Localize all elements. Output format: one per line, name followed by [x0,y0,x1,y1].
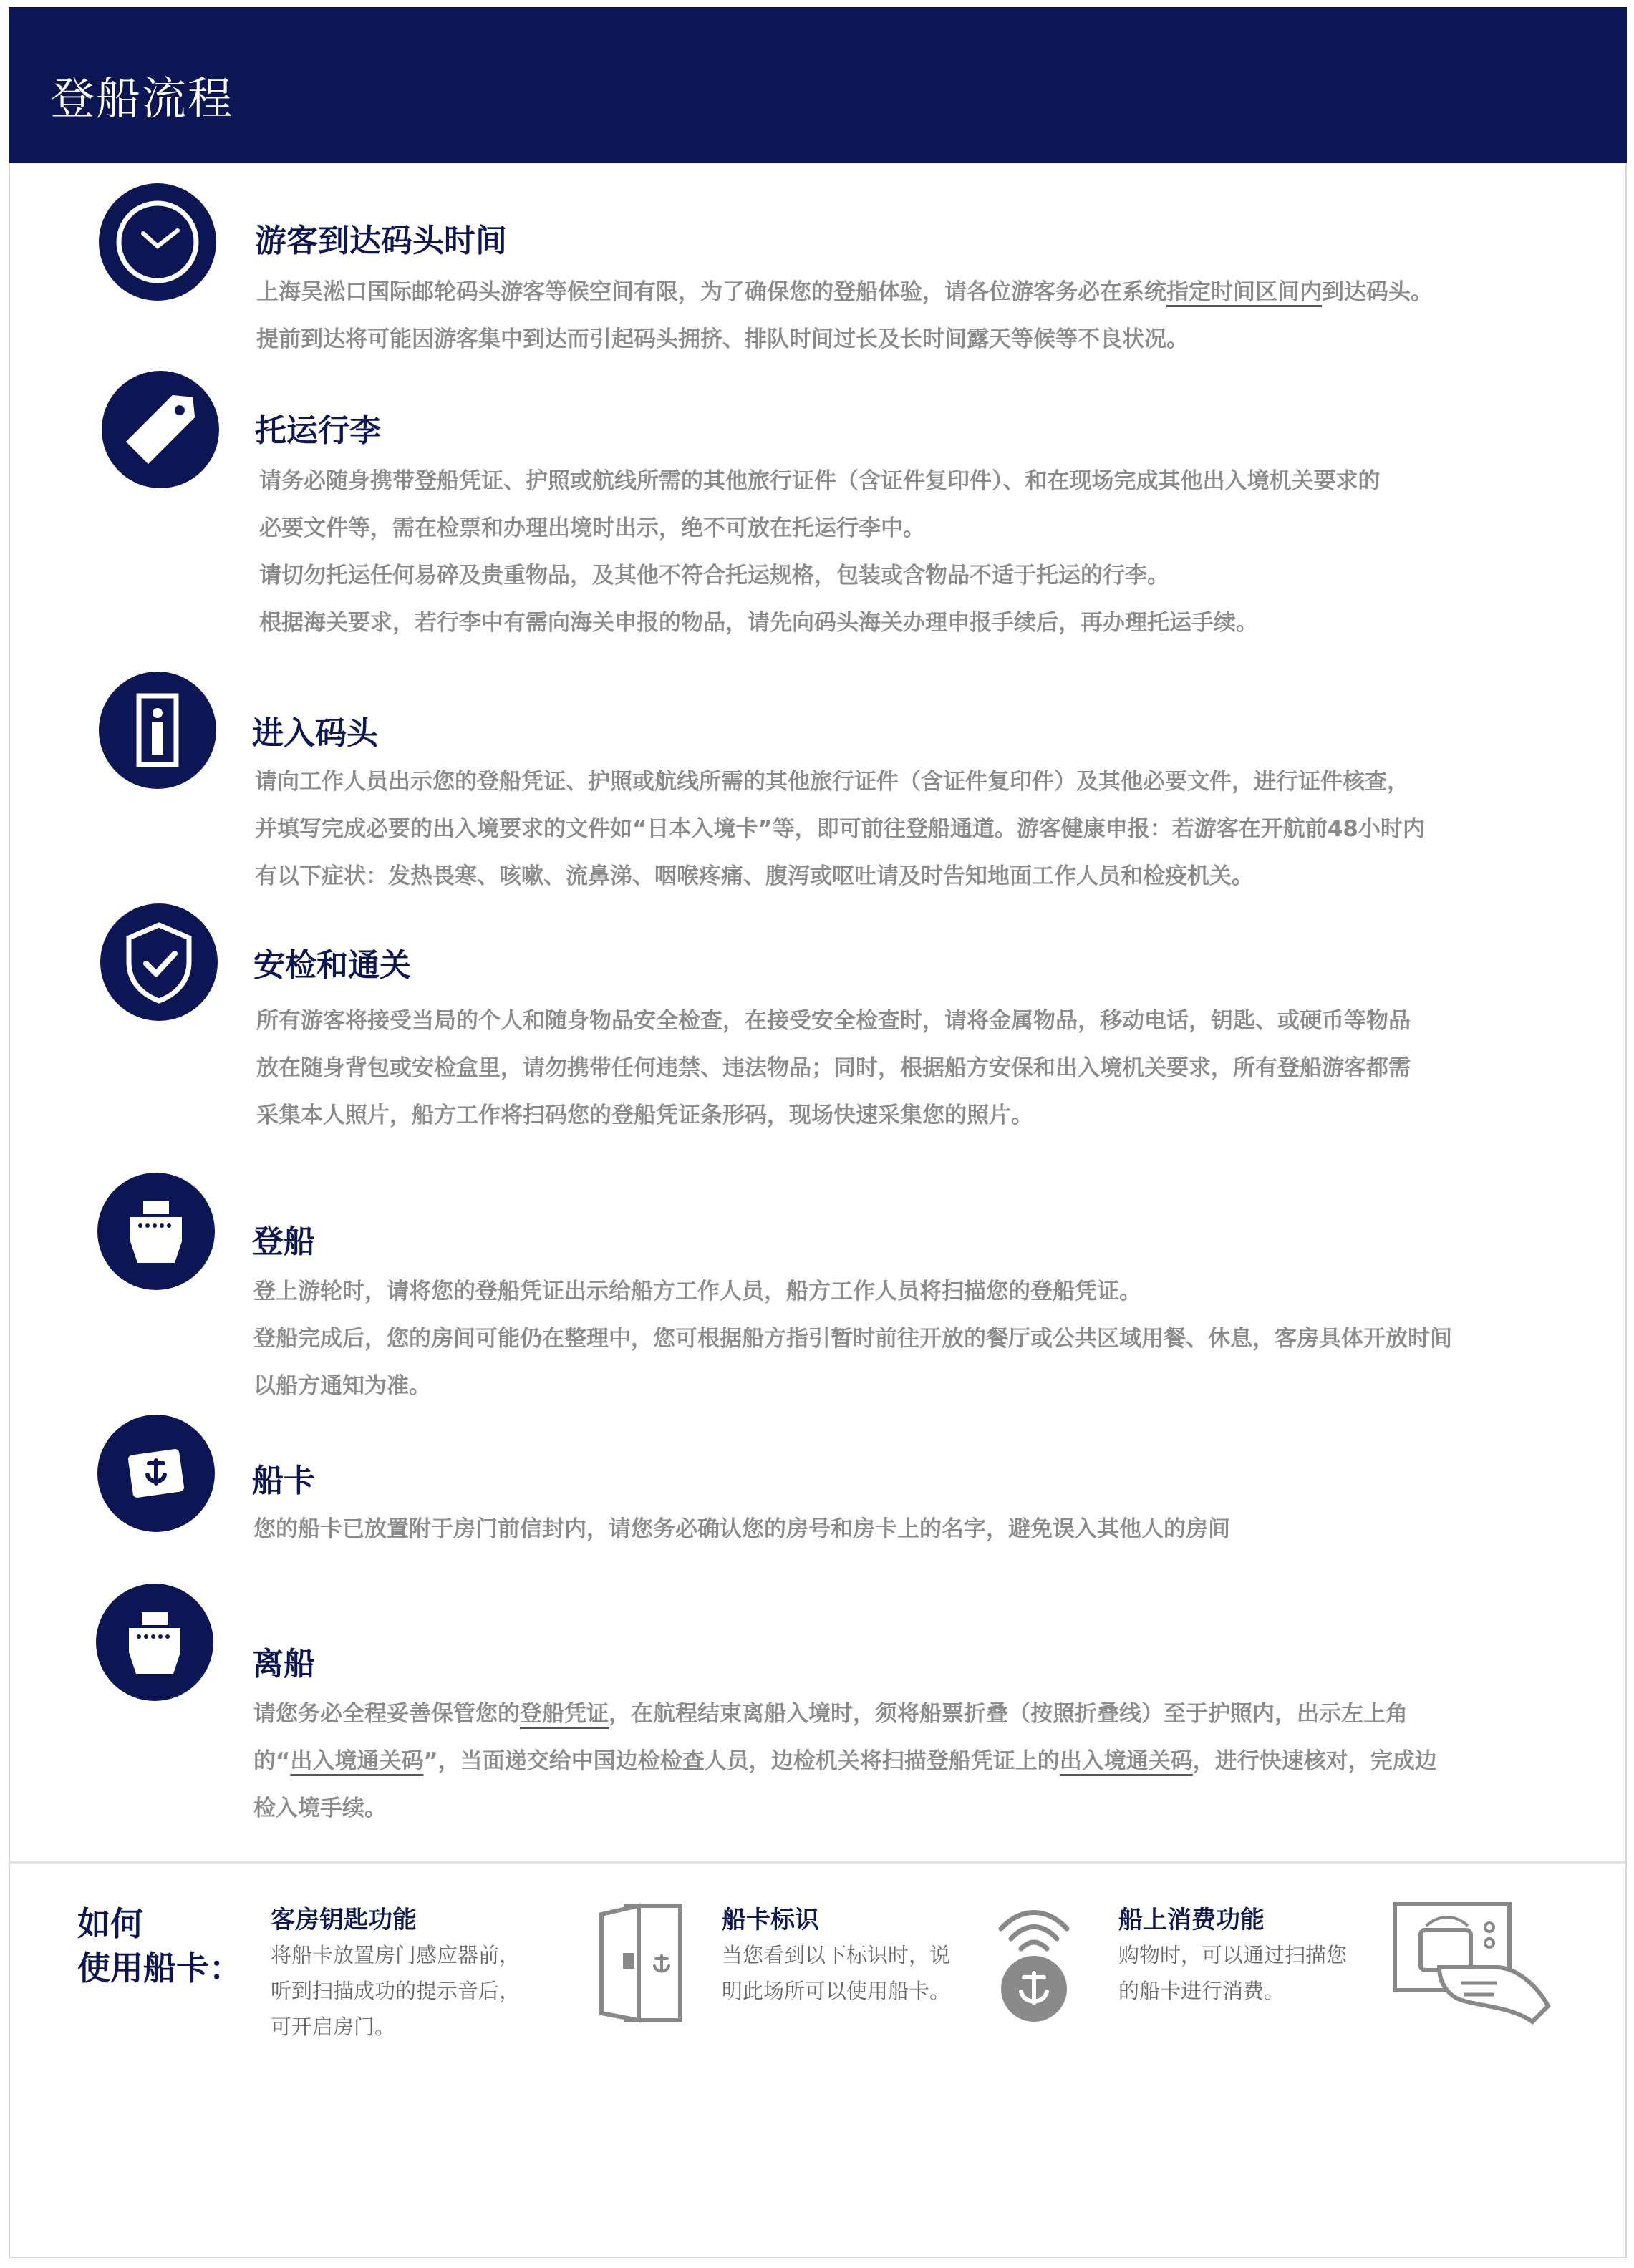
step-text-line: 登船完成后，您的房间可能仍在整理中，您可根据船方指引暂时前往开放的餐厅或公共区域用餐、休息，客房具体开放时间 [253,1326,1452,1352]
ship-icon [96,1584,213,1701]
step-text-line: 根据海关要求，若行李中有需向海关申报的物品，请先向码头海关办理申报手续后，再办理托运手续。 [259,610,1258,636]
step-title: 游客到达码头时间 [255,223,507,259]
step-text-line: 请您务必全程妥善保管您的登船凭证，在航程结束离船入境时，须将船票折叠（按照折叠线）至于护照内，出示左上角 [253,1701,1408,1727]
step-text-line: 必要文件等，需在检票和办理出境时出示，绝不可放在托运行李中。 [259,515,925,541]
highlighted-text: 出入境通关码 [1059,1748,1193,1774]
step-text-line: 的“出入境通关码”，当面递交给中国边检检查人员，边检机关将扫描登船凭证上的出入境通关码，进行快速核对，完成边 [253,1748,1437,1774]
step-title: 托运行李 [255,412,381,449]
wireless-anchor-icon [990,1900,1078,2026]
luggage-tag-icon [102,371,219,488]
card-payment-icon [1389,1899,1561,2027]
step-title: 进入码头 [252,715,378,752]
feature-title: 客房钥匙功能 [271,1906,417,1934]
step-text-line: 并填写完成必要的出入境要求的文件如“日本入境卡”等，即可前往登船通道。游客健康申报：若游客在开航前48小时内 [255,816,1425,842]
step-text-line: 请务必随身携带登船凭证、护照或航线所需的其他旅行证件（含证件复印件）、和在现场完成其他出入境机关要求的 [259,468,1381,494]
step-text-line: 您的船卡已放置附于房门前信封内，请您务必确认您的房号和房卡上的名字，避免误入其他人的房间 [253,1516,1230,1542]
step-title: 安检和通关 [253,947,411,984]
ship-card-icon [97,1415,215,1532]
step-text-line: 提前到达将可能因游客集中到达而引起码头拥挤、排队时间过长及长时间露天等候等不良状况。 [256,326,1189,352]
highlighted-text: 出入境通关码 [290,1748,424,1774]
section-divider [10,1861,1625,1864]
feature-text: 购物时，可以通过扫描您 的船卡进行消费。 [1118,1943,1348,2003]
feature-text: 当您看到以下标识时，说 明此场所可以使用船卡。 [722,1943,951,2003]
step-title: 离船 [252,1646,315,1682]
step-text-line: 有以下症状：发热畏寒、咳嗽、流鼻涕、咽喉疼痛、腹泻或呕吐请及时告知地面工作人员和检疫机关。 [255,863,1254,889]
step-text-line: 请向工作人员出示您的登船凭证、护照或航线所需的其他旅行证件（含证件复印件）及其他必要文件，进行证件核查， [255,769,1409,795]
step-text-line: 上海吴淞口国际邮轮码头游客等候空间有限，为了确保您的登船体验，请各位游客务必在系统指定时间区间内到达码头。 [256,279,1433,305]
step-text-line: 放在随身背包或安检盒里，请勿携带任何违禁、违法物品；同时，根据船方安保和出入境机关要求，所有登船游客都需 [256,1055,1411,1081]
door-icon [596,1899,689,2027]
feature-title: 船上消费功能 [1118,1906,1265,1934]
header-bar [9,7,1627,163]
step-text-line: 采集本人照片，船方工作将扫码您的登船凭证条形码，现场快速采集您的照片。 [256,1102,1033,1128]
step-title: 船卡 [252,1463,315,1499]
page-title: 登船流程 [50,72,234,125]
highlighted-text: 登船凭证 [520,1701,609,1727]
terminal-gate-icon [99,672,216,789]
step-text-line: 请切勿托运任何易碎及贵重物品，及其他不符合托运规格，包装或含物品不适于托运的行李。 [259,563,1169,588]
feature-text: 将船卡放置房门感应器前， 听到扫描成功的提示音后， 可开启房门。 [271,1943,521,2039]
highlighted-text: 指定时间区间内 [1166,279,1322,305]
ship-icon [97,1173,215,1290]
step-text-line: 以船方通知为准。 [253,1373,431,1399]
security-shield-icon [100,903,218,1021]
how-to-heading: 如何 使用船卡： [77,1904,242,1987]
step-text-line: 检入境手续。 [253,1796,387,1821]
step-text-line: 所有游客将接受当局的个人和随身物品安全检查，在接受安全检查时，请将金属物品，移动电话，钥匙、或硬币等物品 [256,1008,1411,1034]
clock-icon [99,183,216,301]
step-title: 登船 [252,1223,315,1260]
step-text-line: 登上游轮时，请将您的登船凭证出示给船方工作人员，船方工作人员将扫描您的登船凭证。 [253,1279,1141,1304]
feature-title: 船卡标识 [722,1906,819,1934]
